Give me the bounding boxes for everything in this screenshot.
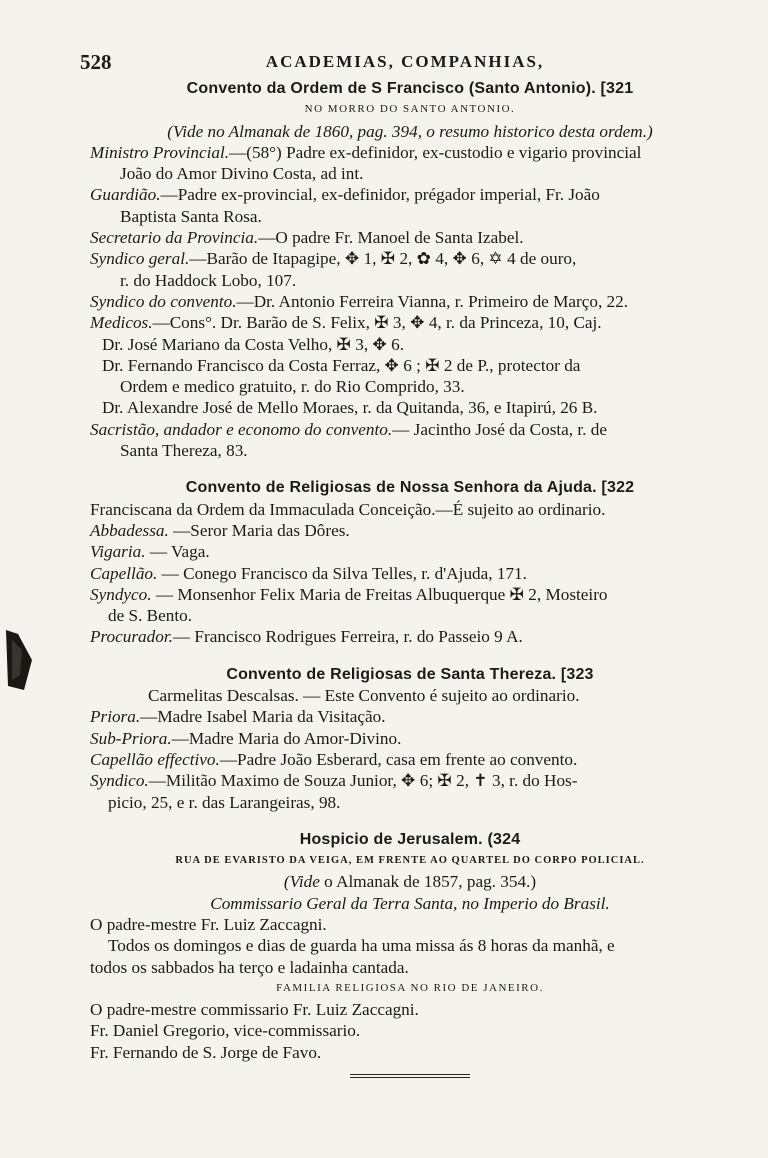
end-rule	[350, 1074, 470, 1076]
role-label: Sacristão, andador e economo do convento.	[90, 419, 393, 439]
entry-text: —Padre ex-provincial, ex-definidor, prégador imperial, Fr. João	[160, 185, 600, 205]
binding-mark	[2, 620, 40, 700]
role-label: Abbadessa.	[90, 520, 169, 540]
entry-text: —Madre Isabel Maria da Visitação.	[140, 707, 386, 727]
entry-capellao-effectivo	[90, 749, 730, 770]
entry-familia-2: Fr. Daniel Gregorio, vice-commissario.	[90, 1021, 361, 1041]
entry-secretario	[90, 227, 730, 248]
entry-text: —Cons°. Dr. Barão de S. Felix, ✠ 3, ✥ 4, r. da Princeza, 10, Caj.	[152, 313, 602, 333]
commissario-title: Commissario Geral da Terra Santa, no Imperio do Brasil.	[210, 893, 610, 913]
role-label: Syndico geral.	[90, 249, 190, 269]
section-note-324	[90, 871, 730, 892]
section-subheading-324: RUA DE EVARISTO DA VEIGA, EM FRENTE AO QUARTEL DO CORPO POLICIAL.	[175, 855, 645, 867]
entry-missa: Todos os domingos e dias de guarda ha uma missa ás 8 horas da manhã, e	[108, 936, 615, 956]
entry-text: — Monsenhor Felix Maria de Freitas Albuquerque ✠ 2, Mosteiro	[151, 584, 608, 604]
entry-missa-cont: todos os sabbados ha terço e ladainha cantada.	[90, 957, 409, 977]
entry-familia-3: Fr. Fernando de S. Jorge de Favo.	[90, 1042, 322, 1062]
role-label: Sub-Priora.	[90, 728, 172, 748]
role-label: Capellão.	[90, 563, 158, 583]
entry-text: —O padre Fr. Manoel de Santa Izabel.	[258, 228, 524, 248]
entry-text: —(58°) Padre ex-definidor, ex-custodio e vigario provincial	[229, 142, 642, 162]
entry-text: —Padre João Esberard, casa em frente ao convento.	[219, 749, 578, 769]
role-label: Procurador.	[90, 627, 173, 647]
page-number: 528	[80, 50, 112, 74]
section-heading-322: Convento de Religiosas de Nossa Senhora da Ajuda. [322	[185, 479, 635, 497]
note-text: o Almanak de 1857, pag. 354.)	[319, 872, 537, 892]
entry-syndyco	[90, 584, 730, 605]
entry-text: —Barão de Itapagipe, ✥ 1, ✠ 2, ✿ 4, ✥ 6, ✡ 4 de ouro,	[189, 249, 577, 269]
entry-guardiao-cont: Baptista Santa Rosa.	[120, 206, 262, 226]
note-vide: (Vide	[283, 872, 320, 892]
entry-guardiao	[90, 184, 730, 205]
role-label: Syndico.	[90, 771, 149, 791]
entry-text: — Conego Francisco da Silva Telles, r. d'Ajuda, 171.	[157, 563, 527, 583]
role-label: Medicos.	[90, 313, 153, 333]
entry-syndico-323	[90, 770, 730, 791]
entry-familia-1: O padre-mestre commissario Fr. Luiz Zaccagni.	[90, 1000, 419, 1020]
familia-subheading: FAMILIA RELIGIOSA NO RIO DE JANEIRO.	[276, 981, 544, 994]
running-title: ACADEMIAS, COMPANHIAS,	[265, 52, 545, 71]
end-rule-thin	[350, 1077, 470, 1078]
entry-capellao	[90, 563, 730, 584]
entry-medicos	[90, 312, 730, 333]
section-heading-321: Convento da Ordem de S Francisco (Santo Antonio). [321	[186, 80, 634, 97]
entry-abbadessa	[90, 520, 730, 541]
entry-carmelitas: Carmelitas Descalsas. — Este Convento é sujeito ao ordinario.	[148, 686, 580, 706]
entry-text: — Vaga.	[145, 542, 210, 562]
entry-text: —Militão Maximo de Souza Junior, ✥ 6; ✠ 2, ✝ 3, r. do Hos-	[148, 771, 578, 791]
role-label: Syndico do convento.	[90, 291, 237, 311]
entry-padre-mestre: O padre-mestre Fr. Luiz Zaccagni.	[90, 914, 327, 934]
role-label: Priora.	[90, 707, 141, 727]
entry-medico-4: Dr. Alexandre José de Mello Moraes, r. da Quitanda, 36, e Itapirú, 26 B.	[102, 398, 598, 418]
entry-text: —Seror Maria das Dôres.	[168, 520, 350, 540]
entry-sacristao	[90, 419, 730, 440]
entry-text: — Francisco Rodrigues Ferreira, r. do Passeio 9 A.	[172, 627, 523, 647]
entry-text: —Madre Maria do Amor-Divino.	[171, 728, 402, 748]
entry-text: —Dr. Antonio Ferreira Vianna, r. Primeiro de Março, 22.	[236, 291, 629, 311]
entry-text: — Jacintho José da Costa, r. de	[392, 419, 607, 439]
entry-franciscana: Franciscana da Ordem da Immaculada Conceição.—É sujeito ao ordinario.	[90, 499, 606, 519]
entry-ministro	[90, 142, 730, 163]
role-label: Secretario da Provincia.	[90, 228, 259, 248]
role-label: Ministro Provincial.	[90, 142, 230, 162]
entry-procurador	[90, 626, 730, 647]
entry-syndico-geral-cont: r. do Haddock Lobo, 107.	[120, 270, 297, 290]
section-subheading-321: NO MORRO DO SANTO ANTONIO.	[304, 103, 516, 116]
entry-vigaria	[90, 541, 730, 562]
role-label: Capellão effectivo.	[90, 749, 220, 769]
section-heading-323: Convento de Religiosas de Santa Thereza. [323	[226, 665, 594, 683]
page-body	[90, 78, 730, 1078]
entry-sub-priora	[90, 728, 730, 749]
entry-syndyco-cont: de S. Bento.	[108, 606, 193, 626]
section-note-321: (Vide no Almanak de 1860, pag. 394, o resumo historico desta ordem.)	[167, 121, 653, 141]
entry-syndico-geral	[90, 248, 730, 269]
entry-syndico-323-cont: picio, 25, e r. das Larangeiras, 98.	[108, 792, 341, 812]
entry-medico-3: Dr. Fernando Francisco da Costa Ferraz, ✥ 6 ; ✠ 2 de P., protector da	[102, 355, 581, 375]
role-label: Syndyco.	[90, 584, 152, 604]
entry-syndico-convento	[90, 291, 730, 312]
entry-sacristao-cont: Santa Thereza, 83.	[120, 441, 248, 461]
page-header	[80, 50, 730, 76]
section-heading-324: Hospicio de Jerusalem. (324	[299, 830, 521, 848]
role-label: Vigaria.	[90, 542, 146, 562]
entry-medico-2: Dr. José Mariano da Costa Velho, ✠ 3, ✥ 6.	[102, 334, 405, 354]
role-label: Guardião.	[90, 185, 161, 205]
entry-medico-3-cont: Ordem e medico gratuito, r. do Rio Comprido, 33.	[120, 377, 465, 397]
entry-priora	[90, 706, 730, 727]
entry-ministro-cont: João do Amor Divino Costa, ad int.	[120, 164, 364, 184]
